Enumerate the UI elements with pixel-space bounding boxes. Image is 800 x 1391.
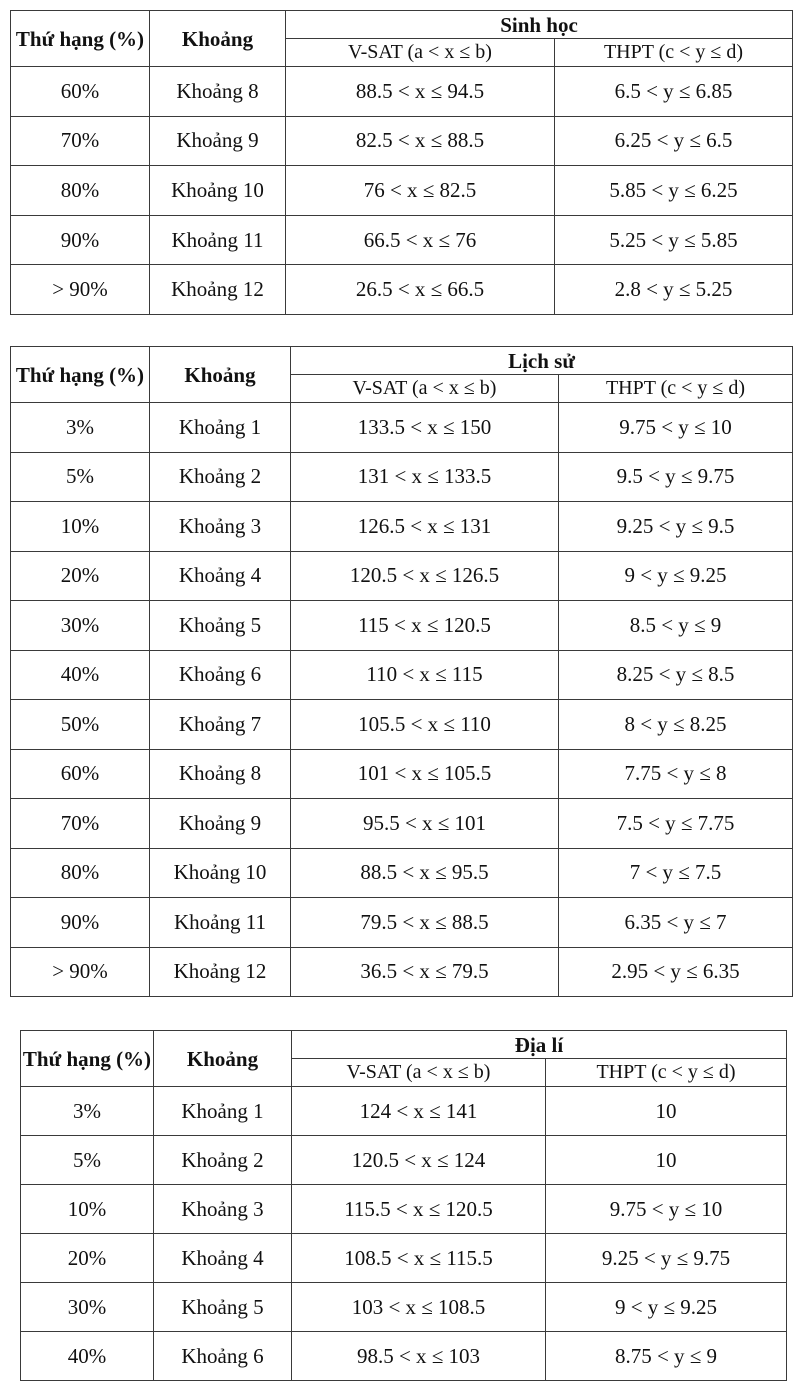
cell-range: Khoảng 9 xyxy=(150,116,286,166)
cell-thpt: 9.75 < y ≤ 10 xyxy=(546,1185,787,1234)
cell-range: Khoảng 11 xyxy=(150,215,286,265)
table-dia-li xyxy=(20,1030,787,1381)
table-row xyxy=(11,215,793,265)
cell-rank: 90% xyxy=(11,215,150,265)
cell-rank: 70% xyxy=(11,116,150,166)
cell-thpt: 8 < y ≤ 8.25 xyxy=(559,700,793,750)
header-rank: Thứ hạng (%) xyxy=(11,347,150,403)
cell-range: Khoảng 1 xyxy=(154,1087,292,1136)
cell-rank: > 90% xyxy=(11,265,150,315)
cell-rank: 40% xyxy=(21,1332,154,1381)
cell-thpt: 5.25 < y ≤ 5.85 xyxy=(555,215,793,265)
cell-thpt: 8.75 < y ≤ 9 xyxy=(546,1332,787,1381)
table-row xyxy=(11,551,793,601)
cell-rank: 60% xyxy=(11,749,150,799)
cell-thpt: 10 xyxy=(546,1136,787,1185)
table-sinh-hoc xyxy=(10,10,793,315)
cell-rank: 30% xyxy=(11,601,150,651)
table-row xyxy=(11,898,793,948)
cell-thpt: 9.25 < y ≤ 9.5 xyxy=(559,502,793,552)
cell-rank: 40% xyxy=(11,650,150,700)
cell-rank: 80% xyxy=(11,166,150,216)
cell-rank: 70% xyxy=(11,799,150,849)
header-thpt: THPT (c < y ≤ d) xyxy=(559,375,793,403)
table-body xyxy=(11,403,793,997)
cell-vsat: 108.5 < x ≤ 115.5 xyxy=(292,1234,546,1283)
header-rank: Thứ hạng (%) xyxy=(21,1031,154,1087)
header-subject: Địa lí xyxy=(292,1031,787,1059)
cell-range: Khoảng 7 xyxy=(150,700,291,750)
table-row xyxy=(11,502,793,552)
cell-vsat: 115 < x ≤ 120.5 xyxy=(291,601,559,651)
cell-vsat: 120.5 < x ≤ 126.5 xyxy=(291,551,559,601)
header-thpt: THPT (c < y ≤ d) xyxy=(555,39,793,67)
table-row xyxy=(11,403,793,453)
cell-rank: 80% xyxy=(11,848,150,898)
cell-rank: 50% xyxy=(11,700,150,750)
cell-vsat: 126.5 < x ≤ 131 xyxy=(291,502,559,552)
header-range: Khoảng xyxy=(154,1031,292,1087)
cell-rank: 5% xyxy=(21,1136,154,1185)
cell-rank: 3% xyxy=(11,403,150,453)
cell-range: Khoảng 6 xyxy=(154,1332,292,1381)
cell-range: Khoảng 10 xyxy=(150,848,291,898)
table-row xyxy=(11,947,793,997)
cell-range: Khoảng 3 xyxy=(150,502,291,552)
cell-thpt: 2.8 < y ≤ 5.25 xyxy=(555,265,793,315)
cell-thpt: 8.5 < y ≤ 9 xyxy=(559,601,793,651)
cell-range: Khoảng 6 xyxy=(150,650,291,700)
cell-vsat: 103 < x ≤ 108.5 xyxy=(292,1283,546,1332)
table-body xyxy=(11,67,793,315)
cell-rank: 5% xyxy=(11,452,150,502)
table-body xyxy=(21,1087,787,1381)
cell-rank: 20% xyxy=(11,551,150,601)
table-row xyxy=(11,452,793,502)
header-subject: Lịch sử xyxy=(291,347,793,375)
table-row xyxy=(21,1136,787,1185)
cell-thpt: 7.75 < y ≤ 8 xyxy=(559,749,793,799)
table-row xyxy=(11,166,793,216)
cell-vsat: 76 < x ≤ 82.5 xyxy=(286,166,555,216)
cell-range: Khoảng 8 xyxy=(150,749,291,799)
cell-rank: 30% xyxy=(21,1283,154,1332)
cell-rank: 10% xyxy=(11,502,150,552)
cell-range: Khoảng 5 xyxy=(154,1283,292,1332)
header-range: Khoảng xyxy=(150,347,291,403)
cell-vsat: 95.5 < x ≤ 101 xyxy=(291,799,559,849)
header-vsat: V-SAT (a < x ≤ b) xyxy=(286,39,555,67)
cell-vsat: 88.5 < x ≤ 95.5 xyxy=(291,848,559,898)
table-row xyxy=(11,116,793,166)
cell-vsat: 82.5 < x ≤ 88.5 xyxy=(286,116,555,166)
table-row xyxy=(11,749,793,799)
header-rank: Thứ hạng (%) xyxy=(11,11,150,67)
header-subject: Sinh học xyxy=(286,11,793,39)
cell-thpt: 8.25 < y ≤ 8.5 xyxy=(559,650,793,700)
cell-range: Khoảng 5 xyxy=(150,601,291,651)
table-row xyxy=(21,1087,787,1136)
cell-range: Khoảng 8 xyxy=(150,67,286,117)
cell-vsat: 110 < x ≤ 115 xyxy=(291,650,559,700)
cell-thpt: 7.5 < y ≤ 7.75 xyxy=(559,799,793,849)
header-thpt: THPT (c < y ≤ d) xyxy=(546,1059,787,1087)
table-row xyxy=(21,1185,787,1234)
table-lich-su xyxy=(10,346,793,997)
cell-rank: 10% xyxy=(21,1185,154,1234)
cell-rank: 90% xyxy=(11,898,150,948)
cell-range: Khoảng 2 xyxy=(154,1136,292,1185)
cell-range: Khoảng 4 xyxy=(150,551,291,601)
cell-thpt: 9 < y ≤ 9.25 xyxy=(546,1283,787,1332)
cell-range: Khoảng 4 xyxy=(154,1234,292,1283)
cell-range: Khoảng 2 xyxy=(150,452,291,502)
header-vsat: V-SAT (a < x ≤ b) xyxy=(291,375,559,403)
cell-vsat: 105.5 < x ≤ 110 xyxy=(291,700,559,750)
cell-rank: 3% xyxy=(21,1087,154,1136)
cell-rank: 60% xyxy=(11,67,150,117)
table-row xyxy=(11,700,793,750)
table-row xyxy=(11,265,793,315)
cell-thpt: 2.95 < y ≤ 6.35 xyxy=(559,947,793,997)
table-row xyxy=(11,601,793,651)
cell-range: Khoảng 11 xyxy=(150,898,291,948)
cell-vsat: 79.5 < x ≤ 88.5 xyxy=(291,898,559,948)
cell-vsat: 101 < x ≤ 105.5 xyxy=(291,749,559,799)
cell-thpt: 9.25 < y ≤ 9.75 xyxy=(546,1234,787,1283)
cell-vsat: 124 < x ≤ 141 xyxy=(292,1087,546,1136)
cell-thpt: 7 < y ≤ 7.5 xyxy=(559,848,793,898)
cell-thpt: 5.85 < y ≤ 6.25 xyxy=(555,166,793,216)
table-row xyxy=(21,1283,787,1332)
cell-vsat: 115.5 < x ≤ 120.5 xyxy=(292,1185,546,1234)
cell-thpt: 9.5 < y ≤ 9.75 xyxy=(559,452,793,502)
cell-range: Khoảng 9 xyxy=(150,799,291,849)
cell-vsat: 131 < x ≤ 133.5 xyxy=(291,452,559,502)
cell-rank: > 90% xyxy=(11,947,150,997)
cell-thpt: 6.35 < y ≤ 7 xyxy=(559,898,793,948)
cell-range: Khoảng 10 xyxy=(150,166,286,216)
table-row xyxy=(21,1234,787,1283)
cell-vsat: 26.5 < x ≤ 66.5 xyxy=(286,265,555,315)
cell-rank: 20% xyxy=(21,1234,154,1283)
cell-range: Khoảng 3 xyxy=(154,1185,292,1234)
table-row xyxy=(11,650,793,700)
cell-range: Khoảng 1 xyxy=(150,403,291,453)
cell-thpt: 6.25 < y ≤ 6.5 xyxy=(555,116,793,166)
cell-range: Khoảng 12 xyxy=(150,947,291,997)
cell-vsat: 88.5 < x ≤ 94.5 xyxy=(286,67,555,117)
cell-thpt: 9 < y ≤ 9.25 xyxy=(559,551,793,601)
cell-range: Khoảng 12 xyxy=(150,265,286,315)
table-row xyxy=(11,799,793,849)
table-row xyxy=(11,67,793,117)
header-vsat: V-SAT (a < x ≤ b) xyxy=(292,1059,546,1087)
cell-thpt: 6.5 < y ≤ 6.85 xyxy=(555,67,793,117)
cell-thpt: 9.75 < y ≤ 10 xyxy=(559,403,793,453)
cell-vsat: 120.5 < x ≤ 124 xyxy=(292,1136,546,1185)
cell-vsat: 98.5 < x ≤ 103 xyxy=(292,1332,546,1381)
table-row xyxy=(21,1332,787,1381)
cell-vsat: 133.5 < x ≤ 150 xyxy=(291,403,559,453)
header-range: Khoảng xyxy=(150,11,286,67)
table-row xyxy=(11,848,793,898)
cell-thpt: 10 xyxy=(546,1087,787,1136)
cell-vsat: 66.5 < x ≤ 76 xyxy=(286,215,555,265)
cell-vsat: 36.5 < x ≤ 79.5 xyxy=(291,947,559,997)
